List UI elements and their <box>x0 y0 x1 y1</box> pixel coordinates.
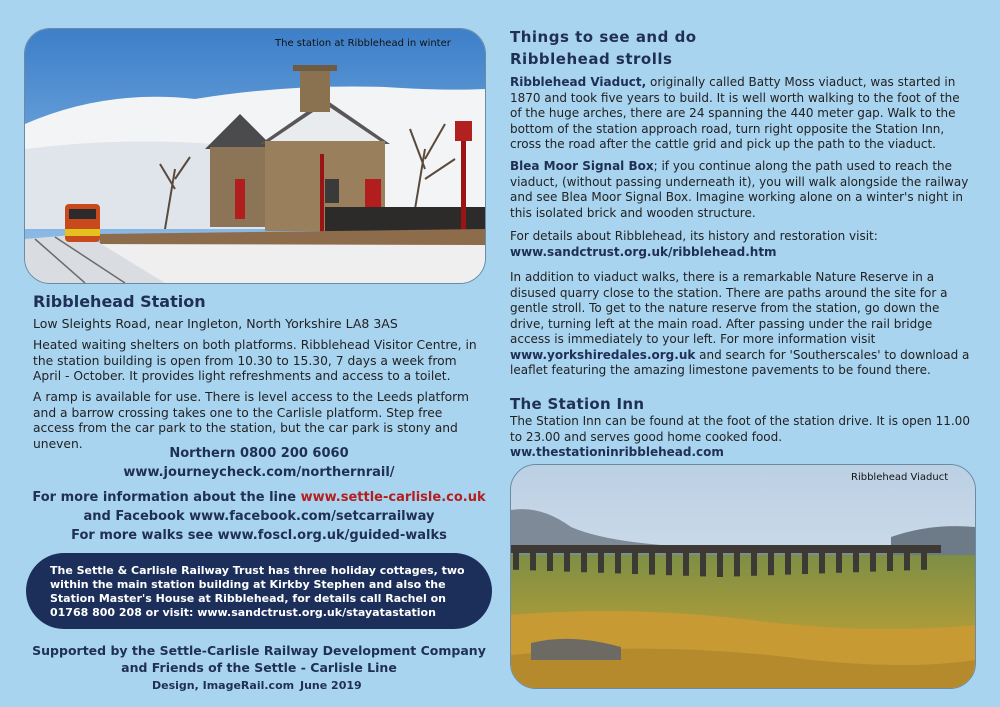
viaduct-pier <box>649 551 655 575</box>
viaduct-pier <box>564 551 570 572</box>
holiday-cottages-banner <box>26 553 492 629</box>
viaduct-description: originally called Batty Moss viaduct, was started in 1870 and took five years to build. It is well worth walking to the foot of the of the huge arches, there are 24 spanning the 440 meter gap. Walk to the bottom of the station approach road, turn right opposite the Station Inn, cross the road after the cattle grid and pick up the path to the viaduct. <box>510 75 960 151</box>
viaduct-pier <box>836 551 842 573</box>
northern-journeycheck-link[interactable]: www.journeycheck.com/northernrail/ <box>123 465 395 480</box>
viaduct-pier <box>751 551 757 576</box>
viaduct-photo-caption: Ribblehead Viaduct <box>851 472 949 483</box>
viaduct-pier <box>547 551 553 571</box>
things-to-do-heading: Things to see and do <box>510 28 697 46</box>
viaduct-pier <box>632 551 638 574</box>
station-access-text: A ramp is available for use. There is level access to the Leeds platform and a barrow crossing takes one to the Carlisle platform. Step free access from the car park to the station, but the car park is stony and uneven. <box>33 390 469 451</box>
station-address: Low Sleights Road, near Ingleton, North Yorkshire LA8 3AS <box>33 316 398 331</box>
nature-reserve-text-1: In addition to viaduct walks, there is a remarkable Nature Reserve in a disused quarry close to the station. There are paths around the site for a gentle stroll. To get to the nature reserve from the station, go down the drive, turning left at the main road. After passing under the rail bridge access is immediately to your left. For more information visit <box>510 270 948 346</box>
viaduct-pier <box>802 551 808 574</box>
viaduct-pier <box>734 551 740 576</box>
viaduct-pier <box>598 551 604 573</box>
viaduct-pier <box>581 551 587 572</box>
viaduct-pier <box>921 551 927 570</box>
viaduct-name: Ribblehead Viaduct, <box>510 75 647 89</box>
station-facilities-text: Heated waiting shelters on both platforms. Ribblehead Visitor Centre, in the station building is open from 10.30 to 15.30, 7 days a week from April - October. It provides light refreshments and access to a toilet. <box>33 338 477 383</box>
viaduct-paragraph <box>510 75 972 153</box>
station-inn-link[interactable]: ww.thestationinribblehead.com <box>510 445 724 459</box>
viaduct-pier <box>615 551 621 573</box>
viaduct-photo <box>510 464 976 689</box>
supported-by-line-2: and Friends of the Settle - Carlisle Line <box>121 660 397 675</box>
viaduct-pier <box>887 551 893 571</box>
more-info-label: For more information about the line <box>32 490 301 505</box>
facebook-link[interactable]: and Facebook www.facebook.com/setcarrailway <box>83 509 435 524</box>
station-inn-text: The Station Inn can be found at the foot of the station drive. It is open 11.00 to 23.00 and serves good home cooked food. <box>510 414 970 444</box>
viaduct-pier <box>870 551 876 572</box>
ribblehead-details-text: For details about Ribblehead, its history and restoration visit: <box>510 229 878 243</box>
publication-date: June 2019 <box>300 679 362 692</box>
nature-reserve-text-2: and search for 'Southerscales' to download a leaflet featuring the amazing limestone pavements to be found there. <box>510 347 970 377</box>
yorkshire-dales-link[interactable]: www.yorkshiredales.org.uk <box>510 347 696 362</box>
viaduct-pier <box>666 551 672 575</box>
viaduct-pier <box>904 551 910 570</box>
blea-moor-name: Blea Moor Signal Box <box>510 159 654 173</box>
viaduct-pier <box>513 551 519 570</box>
viaduct-pier <box>853 551 859 572</box>
design-credit: Design, ImageRail.com <box>152 679 295 692</box>
station-inn-title: The Station Inn <box>510 395 645 413</box>
settle-carlisle-link[interactable]: www.settle-carlisle.co.uk <box>300 490 486 505</box>
blea-moor-description: ; if you continue along the path used to reach the viaduct, (without passing underneath it), you will walk alongside the railway and see Blea Moor Signal Box. Imagine working alone on a winter's night in this isolated brick and wooden structure. <box>510 159 969 220</box>
station-title: Ribblehead Station <box>33 292 206 311</box>
viaduct-pier <box>785 551 791 575</box>
viaduct-pier <box>683 551 689 576</box>
blea-moor-paragraph <box>510 159 972 221</box>
more-info-line <box>26 490 492 506</box>
viaduct-pier <box>819 551 825 573</box>
ribblehead-strolls-heading: Ribblehead strolls <box>510 50 673 68</box>
viaduct-pier <box>530 551 536 570</box>
station-winter-photo <box>24 28 486 284</box>
nature-reserve-paragraph <box>510 270 972 379</box>
ribblehead-details-link[interactable]: www.sandctrust.org.uk/ribblehead.htm <box>510 245 777 259</box>
viaduct-pier <box>768 551 774 575</box>
supported-by-line-1: Supported by the Settle-Carlisle Railway Development Company <box>32 643 486 658</box>
northern-phone: Northern 0800 200 6060 <box>169 446 349 461</box>
viaduct-pier <box>717 551 723 577</box>
guided-walks-link[interactable]: For more walks see www.foscl.org.uk/guided-walks <box>71 528 447 543</box>
viaduct-pier <box>700 551 706 576</box>
holiday-cottages-text: The Settle & Carlisle Railway Trust has three holiday cottages, two within the main station building at Kirkby Stephen and also the Station Master's House at Ribblehead, for details call Rachel on 01768 800 208 or visit: www.sandctrust.org.uk/stayatastation <box>50 564 465 619</box>
station-photo-caption: The station at Ribblehead in winter <box>275 38 451 49</box>
station-inn-paragraph <box>510 414 972 461</box>
